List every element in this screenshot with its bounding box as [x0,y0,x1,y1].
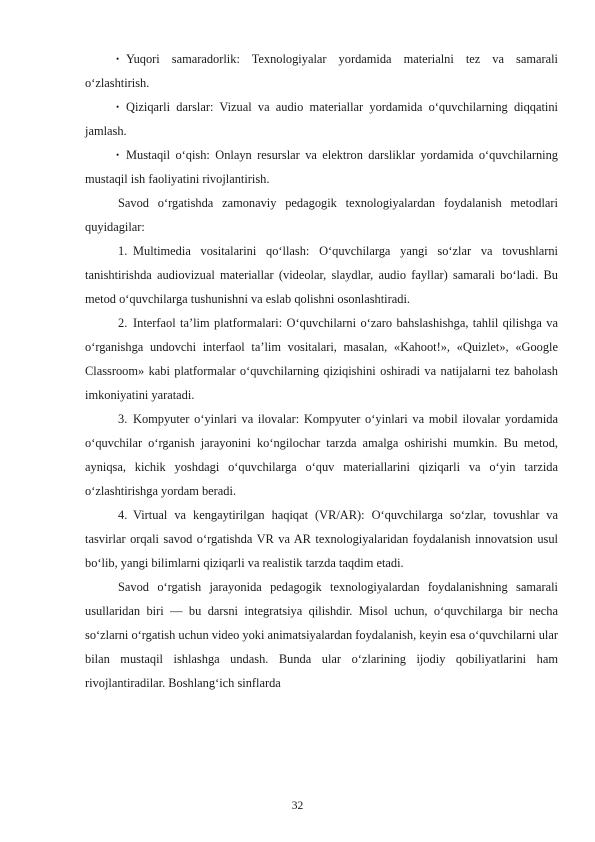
bullet-text: Yuqori samaradorlik: Texnologiyalar yordamida materialni tez va samarali o‘zlashtirish. [85,52,558,90]
method-text: Virtual va kengaytirilgan haqiqat (VR/AR): O‘quvchilarga so‘zlar, tovushlar va tasvirlar orqali savod o‘rgatishda VR va AR texnologiyalaridan foydalanish innovatsion usul bo‘lib, yangi bilimlarni qiziqarli va realistik tarzda taqdim etadi. [85,508,558,570]
method-item [85,407,558,503]
bullet-text: Qiziqarli darslar: Vizual va audio materiallar yordamida o‘quvchilarning diqqatini jamlash. [85,100,558,138]
bullet-marker: • [116,54,120,64]
method-number: 2. [118,316,128,330]
page-number: 32 [291,800,304,812]
method-item [85,503,558,575]
method-text: Kompyuter o‘yinlari va ilovalar: Kompyuter o‘yinlari va mobil ilovalar yordamida o‘quvchilar o‘rganish jarayonini ko‘ngilochar tarzda amalga oshirishi mumkin. Bu metod, ayniqsa, kichik yoshdagi o‘quvchilarga o‘quv materiallarini qiziqarli va o‘yin tarzida o‘zlashtirishga yordam beradi. [85,412,558,498]
bullet-marker: • [116,102,120,112]
method-number: 4. [118,508,128,522]
closing-paragraph: Savod o‘rgatish jarayonida pedagogik texnologiyalardan foydalanishning samarali usullaridan biri — bu darsni integratsiya qilishdir. Misol uchun, o‘quvchilarga bir necha so‘zlarni o‘rgatish uchun video yoki animatsiyalardan foydalanish, keyin esa o‘quvchilarni ular bilan mustaqil ishlashga undash. Bunda ular o‘zlarining ijodiy qobiliyatlarini ham rivojlantiradilar. Boshlang‘ich sinflarda [85,580,558,690]
method-number: 1. [118,244,128,258]
method-item [85,311,558,407]
method-number: 3. [118,412,128,426]
bullet-item [85,47,558,95]
method-item [85,239,558,311]
bullet-marker: • [116,150,120,160]
bullet-item [85,143,558,191]
method-text: Interfaol ta’lim platformalari: O‘quvchilarni o‘zaro bahslashishga, tahlil qilishga va o‘rganishga undovchi interfaol ta’lim vositalari, masalan, «Kahoot!», «Quizlet», «Google Classroom» kabi platformalar o‘quvchilarning qiziqishini oshiradi va natijalarni tez baholash imkoniyatini yaratadi. [85,316,558,402]
bullet-item [85,95,558,143]
method-text: Multimedia vositalarini qo‘llash: O‘quvchilarga yangi so‘zlar va tovushlarni tanishtirishda audiovizual materiallar (videolar, slaydlar, audio fayllar) samarali bo‘ladi. Bu metod o‘quvchilarga tushunishni va eslab qolishni osonlashtiradi. [85,244,558,306]
bullet-text: Mustaqil o‘qish: Onlayn resurslar va elektron darsliklar yordamida o‘quvchilarning mustaqil ish faoliyatini rivojlantirish. [85,148,558,186]
intro-paragraph: Savod o‘rgatishda zamonaviy pedagogik texnologiyalardan foydalanish metodlari quyidagilar: [85,196,558,234]
